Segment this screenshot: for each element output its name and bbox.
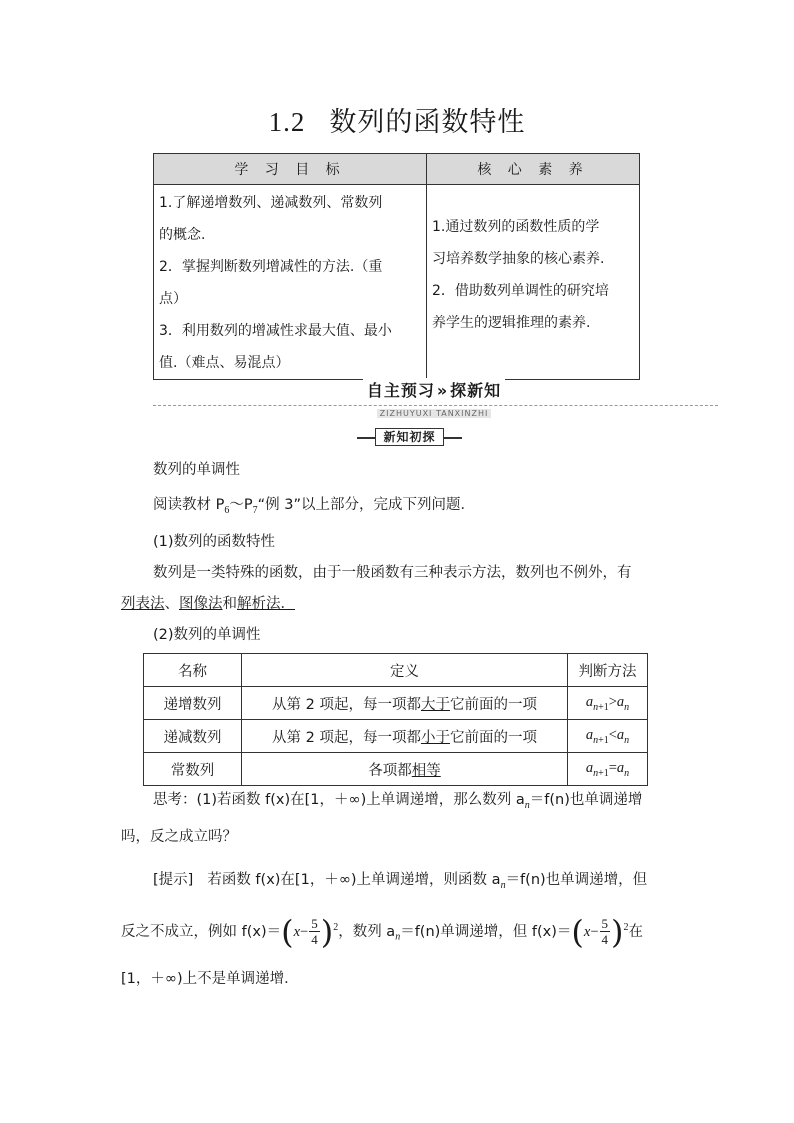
think-line-1: 思考：(1)若函数 f(x)在[1，＋∞)上单调递增，那么数列 $a_n=f(n)$也单调递增 — [153, 792, 643, 811]
row-definition: 各项都相等 — [242, 753, 568, 786]
hint-line-2: 反之不成立，例如 f(x)＝(x− $\frac{5}{4}$ )$^2$，数列 $a_n=f(n)$单调递增，但 f(x)＝(x− $\frac{5}{4}$ )$^2$在 — [121, 912, 644, 951]
table-row — [144, 753, 648, 786]
goal-line: 点） — [159, 291, 187, 307]
row-judge: $a_{n+1}=a_n$ — [568, 753, 648, 786]
col-header: 名称 — [144, 654, 242, 687]
literacy-cell — [427, 185, 640, 380]
hint-line-3: [1，＋∞)上不是单调递增． — [121, 971, 299, 987]
paragraph-line-1: 数列是一类特殊的函数，由于一般函数有三种表示方法，数列也不例外，有 — [153, 565, 632, 581]
literacy-line: 养学生的逻辑推理的素养. — [432, 315, 591, 331]
goal-line: 1.了解递增数列、递减数列、常数列 — [159, 195, 383, 211]
hint-line-1: [提示] 若函数 f(x)在[1，＋∞)上单调递增，则函数 $a_n=f(n)$也单调递增，但 — [153, 872, 648, 891]
goals-header: 学 习 目 标 — [154, 154, 427, 185]
literacy-line: 习培养数学抽象的核心素养. — [432, 251, 605, 267]
goals-cell — [154, 185, 427, 380]
tag-label: 新知初探 — [375, 428, 444, 446]
banner-pinyin: ZIZHUYUXI TANXINZHI — [377, 409, 492, 418]
row-name: 常数列 — [144, 753, 242, 786]
page-title — [0, 100, 794, 139]
row-definition: 从第 2 项起，每一项都小于它前面的一项 — [242, 720, 568, 753]
table-row — [144, 687, 648, 720]
row-judge: $a_{n+1}>a_n$ — [568, 687, 648, 720]
subsection-2: (2)数列的单调性 — [153, 627, 261, 643]
heading: 数列的单调性 — [153, 462, 240, 478]
table-row — [144, 720, 648, 753]
goal-line: 值.（难点、易混点） — [159, 355, 290, 371]
row-name: 递增数列 — [144, 687, 242, 720]
banner-arrow-icon: » — [436, 381, 449, 400]
section-banner — [355, 378, 513, 418]
section-tag — [357, 428, 462, 446]
subsection-1: (1)数列的函数特性 — [153, 534, 276, 550]
section-title: 数列的函数特性 — [329, 107, 526, 138]
literacy-header: 核 心 素 养 — [427, 154, 640, 185]
banner-title-2: 探新知 — [450, 381, 502, 400]
goal-line: 2．掌握判断数列增减性的方法.（重 — [159, 259, 383, 275]
paragraph-line-2: 列表法、图像法和解析法． — [121, 596, 295, 612]
section-number: 1.2 — [268, 107, 306, 137]
literacy-line: 1.通过数列的函数性质的学 — [432, 219, 600, 235]
hint-label: [提示] — [153, 872, 194, 888]
banner-title: 自主预习 — [366, 381, 435, 400]
row-name: 递减数列 — [144, 720, 242, 753]
think-line-2: 吗，反之成立吗？ — [121, 829, 237, 845]
row-judge: $a_{n+1}<a_n$ — [568, 720, 648, 753]
goals-table — [153, 153, 640, 380]
col-header: 判断方法 — [568, 654, 648, 687]
col-header: 定义 — [242, 654, 568, 687]
reading-instruction: 阅读教材 $P_6\sim P_7“$例 3”以上部分，完成下列问题． — [153, 497, 475, 516]
goal-line: 3．利用数列的增减性求最大值、最小 — [159, 323, 392, 339]
row-definition: 从第 2 项起，每一项都大于它前面的一项 — [242, 687, 568, 720]
goal-line: 的概念. — [159, 227, 206, 243]
monotonicity-table — [143, 653, 648, 786]
literacy-line: 2．借助数列单调性的研究培 — [432, 283, 609, 299]
